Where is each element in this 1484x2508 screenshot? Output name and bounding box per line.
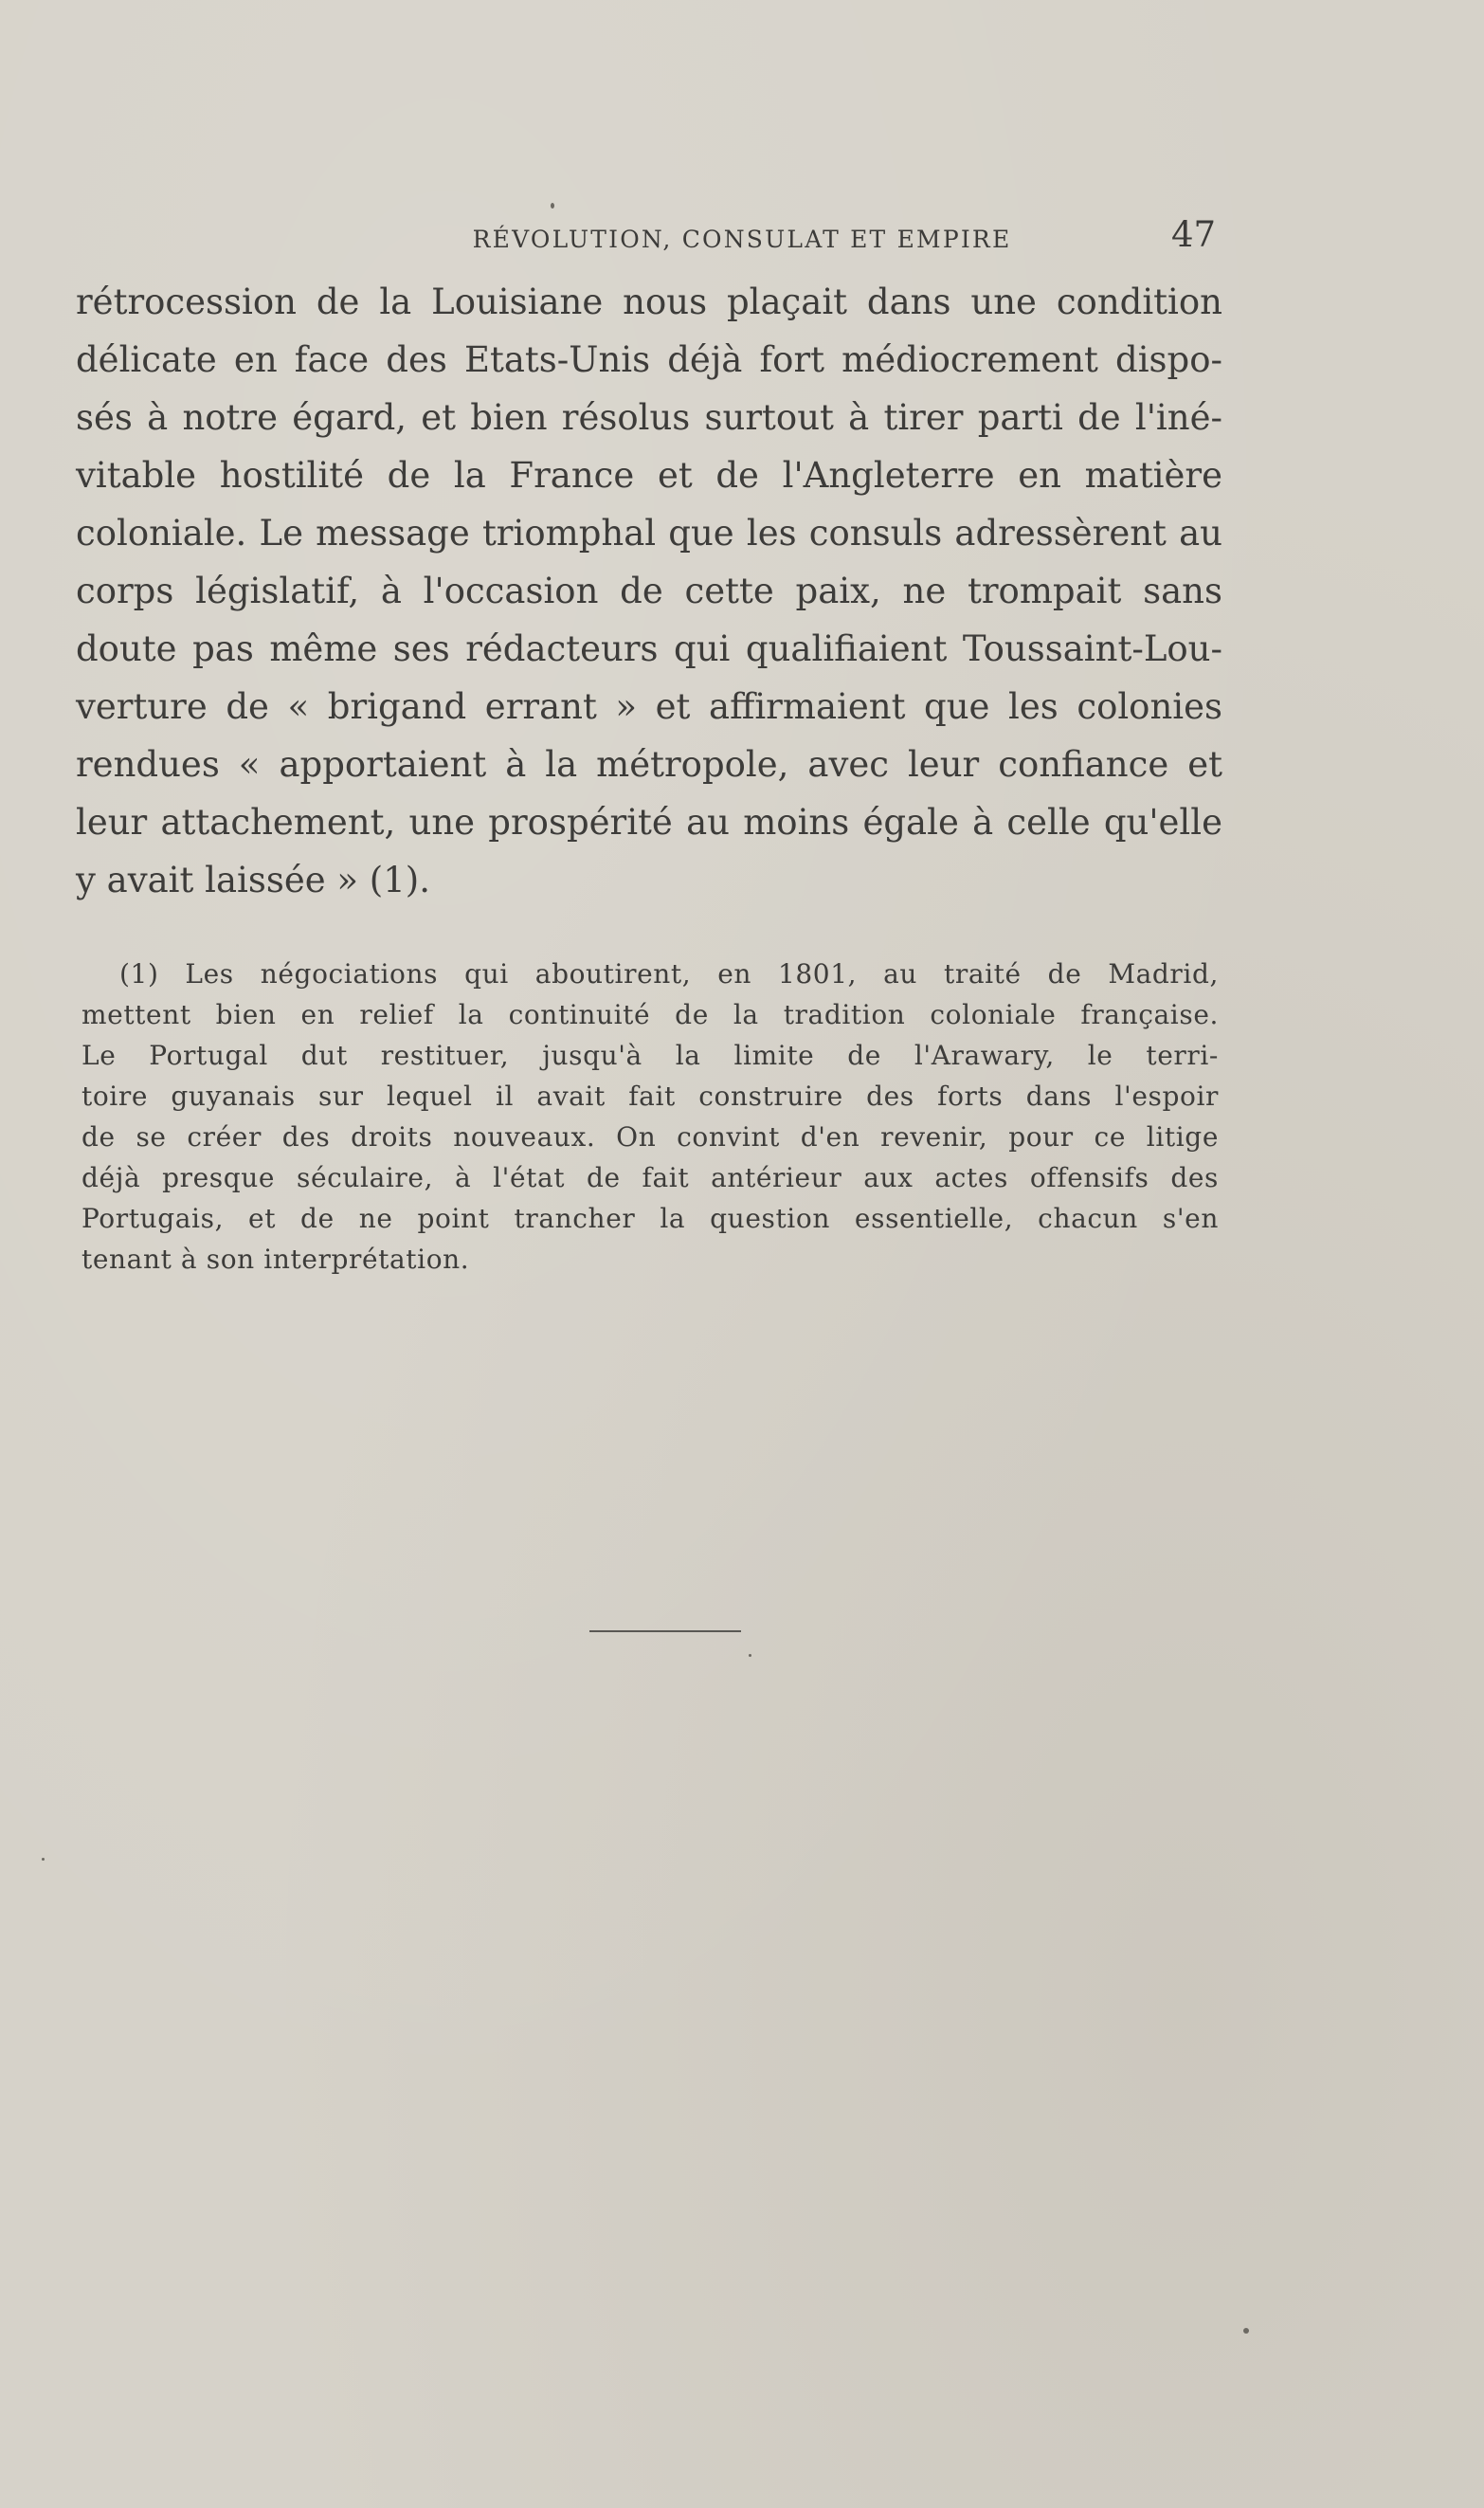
body-line: corps législatif, à l'occasion de cette paix, ne trompait sans xyxy=(76,571,1222,611)
running-head xyxy=(0,214,1484,264)
body-paragraph xyxy=(76,273,1222,909)
body-line: coloniale. Le message triomphal que les consuls adressèrent au xyxy=(76,513,1222,554)
body-line-last: y avait laissée » (1). xyxy=(76,860,430,900)
footnote-line: (1) Les négociations qui aboutirent, en 1801, au traité de Madrid, xyxy=(119,958,1219,990)
footnote-line: toire guyanais sur lequel il avait fait construire des forts dans l'espoir xyxy=(81,1081,1219,1112)
body-line: rendues « apportaient à la métropole, avec leur confiance et xyxy=(76,744,1222,785)
body-line: doute pas même ses rédacteurs qui qualifiaient Toussaint-Lou- xyxy=(76,628,1222,669)
paper-speck xyxy=(551,203,554,209)
end-rule xyxy=(589,1630,741,1632)
body-line: sés à notre égard, et bien résolus surtout à tirer parti de l'iné- xyxy=(76,397,1222,438)
footnote-line: mettent bien en relief la continuité de la tradition coloniale française. xyxy=(81,999,1219,1030)
paper-speck xyxy=(1243,2328,1249,2334)
running-title: RÉVOLUTION, CONSULAT ET EMPIRE xyxy=(472,226,1012,253)
footnote-line: Portugais, et de ne point trancher la question essentielle, chacun s'en xyxy=(81,1203,1219,1234)
body-line: vitable hostilité de la France et de l'Angleterre en matière xyxy=(76,455,1222,496)
paper-speck xyxy=(42,1858,45,1861)
body-line: leur attachement, une prospérité au moins égale à celle qu'elle xyxy=(76,802,1222,843)
footnote-line: Le Portugal dut restituer, jusqu'à la limite de l'Arawary, le terri- xyxy=(81,1040,1219,1071)
body-line: verture de « brigand errant » et affirmaient que les colonies xyxy=(76,686,1222,727)
page-number: 47 xyxy=(1171,214,1217,255)
body-line: rétrocession de la Louisiane nous plaçait dans une condition xyxy=(76,282,1222,322)
footnote-line: de se créer des droits nouveaux. On convint d'en revenir, pour ce litige xyxy=(81,1121,1219,1153)
footnote-line-last: tenant à son interprétation. xyxy=(81,1244,470,1275)
footnote-line: déjà presque séculaire, à l'état de fait antérieur aux actes offensifs des xyxy=(81,1162,1219,1193)
body-line: délicate en face des Etats-Unis déjà fort médiocrement dispo- xyxy=(76,339,1222,380)
footnote xyxy=(81,954,1219,1280)
paper-speck xyxy=(749,1654,751,1657)
